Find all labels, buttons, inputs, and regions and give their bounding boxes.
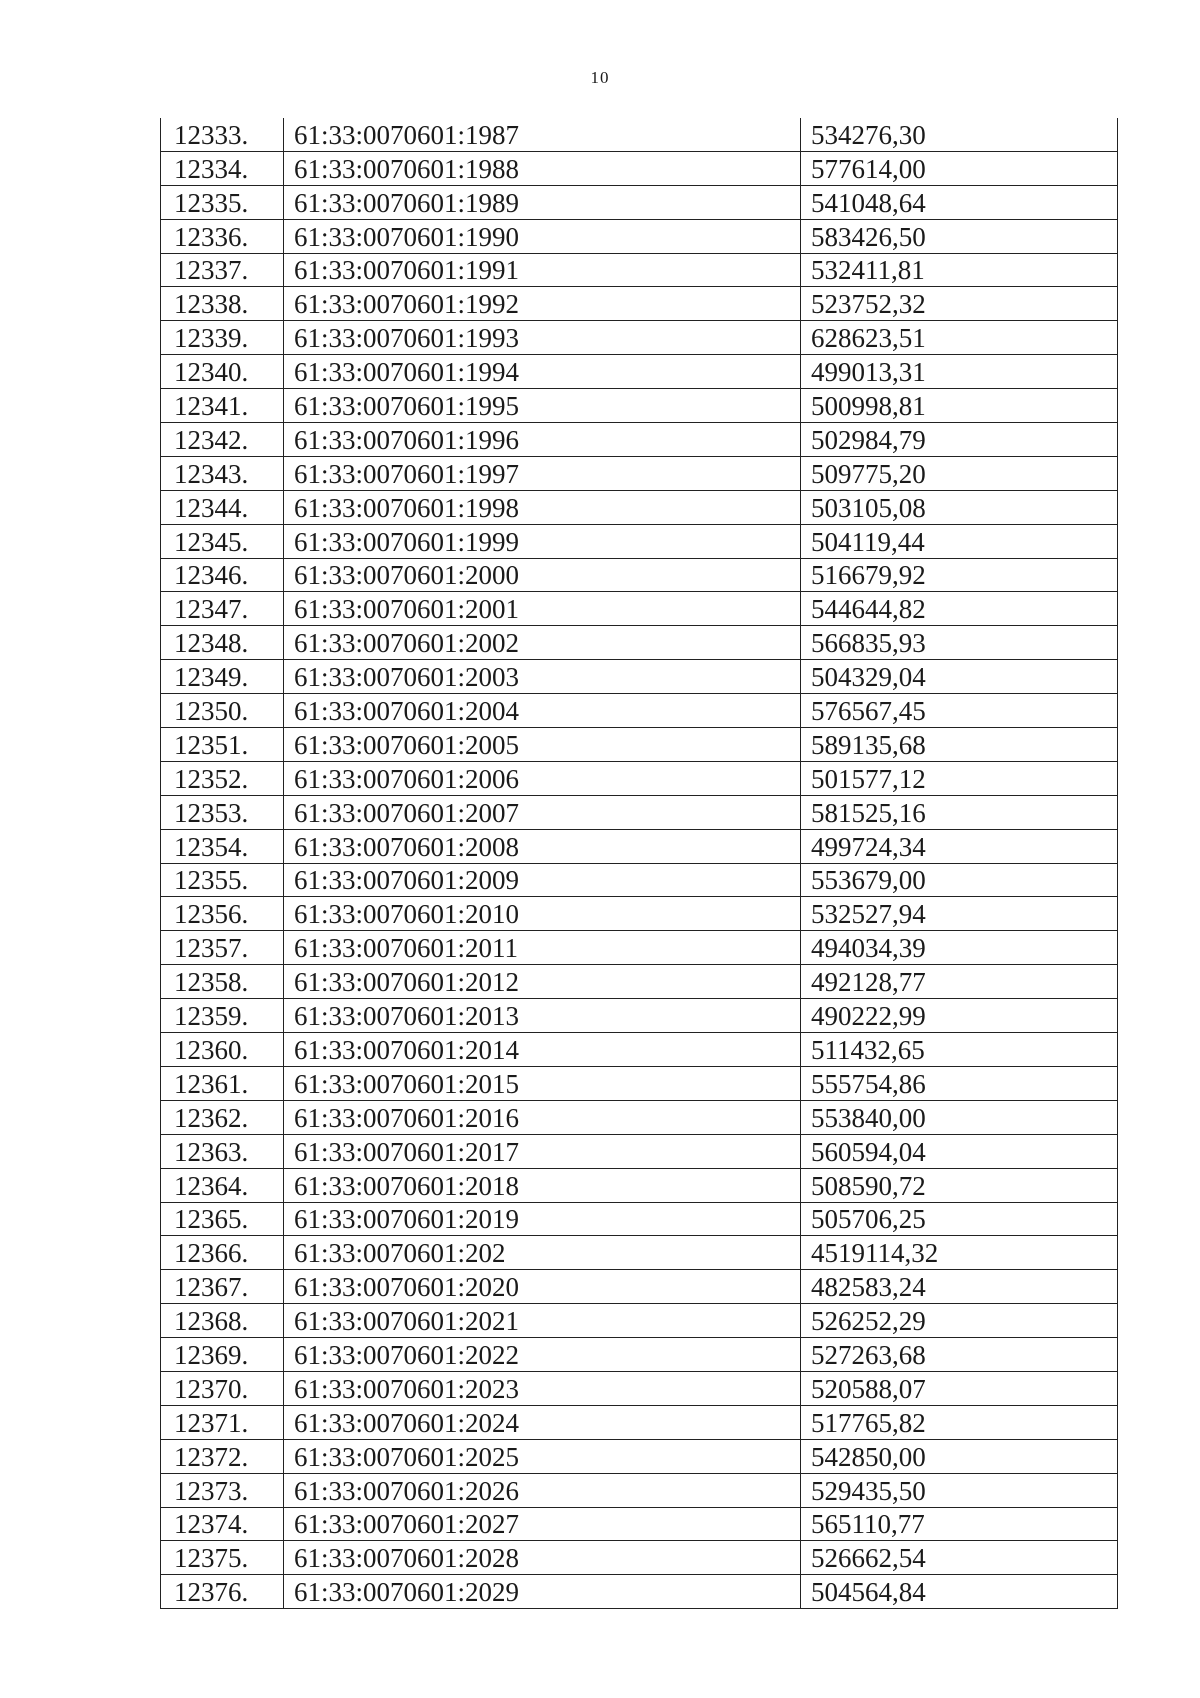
table-row xyxy=(161,456,1118,490)
cadastral-value-cell: 504564,84 xyxy=(801,1575,1118,1609)
table-row xyxy=(161,389,1118,423)
row-number-cell: 12343. xyxy=(161,456,284,490)
cadastral-number-cell: 61:33:0070601:2024 xyxy=(284,1405,801,1439)
cadastral-value-cell: 628623,51 xyxy=(801,321,1118,355)
cadastral-number-cell: 61:33:0070601:1993 xyxy=(284,321,801,355)
cadastral-number-cell: 61:33:0070601:1992 xyxy=(284,287,801,321)
table-row xyxy=(161,1202,1118,1236)
row-number-cell: 12360. xyxy=(161,1033,284,1067)
row-number-cell: 12356. xyxy=(161,897,284,931)
cadastral-number-cell: 61:33:0070601:2029 xyxy=(284,1575,801,1609)
cadastral-number-cell: 61:33:0070601:1995 xyxy=(284,389,801,423)
cadastral-value-cell: 555754,86 xyxy=(801,1066,1118,1100)
table-row xyxy=(161,694,1118,728)
cadastral-number-cell: 61:33:0070601:2021 xyxy=(284,1304,801,1338)
table-row xyxy=(161,660,1118,694)
row-number-cell: 12346. xyxy=(161,558,284,592)
cadastral-number-cell: 61:33:0070601:2015 xyxy=(284,1066,801,1100)
row-number-cell: 12344. xyxy=(161,490,284,524)
table-row xyxy=(161,1473,1118,1507)
cadastral-number-cell: 61:33:0070601:2019 xyxy=(284,1202,801,1236)
row-number-cell: 12341. xyxy=(161,389,284,423)
cadastral-value-cell: 527263,68 xyxy=(801,1338,1118,1372)
cadastral-value-cell: 494034,39 xyxy=(801,931,1118,965)
table-row xyxy=(161,253,1118,287)
row-number-cell: 12367. xyxy=(161,1270,284,1304)
table-row xyxy=(161,1168,1118,1202)
cadastral-value-cell: 501577,12 xyxy=(801,761,1118,795)
row-number-cell: 12354. xyxy=(161,829,284,863)
row-number-cell: 12355. xyxy=(161,863,284,897)
cadastral-number-cell: 61:33:0070601:2009 xyxy=(284,863,801,897)
cadastral-number-cell: 61:33:0070601:2002 xyxy=(284,626,801,660)
table-row xyxy=(161,1405,1118,1439)
row-number-cell: 12366. xyxy=(161,1236,284,1270)
cadastral-number-cell: 61:33:0070601:2028 xyxy=(284,1541,801,1575)
table-row xyxy=(161,1304,1118,1338)
cadastral-value-cell: 499724,34 xyxy=(801,829,1118,863)
row-number-cell: 12349. xyxy=(161,660,284,694)
cadastral-number-cell: 61:33:0070601:1987 xyxy=(284,118,801,151)
page-number: 10 xyxy=(590,68,610,87)
row-number-cell: 12347. xyxy=(161,592,284,626)
cadastral-number-cell: 61:33:0070601:202 xyxy=(284,1236,801,1270)
cadastral-number-cell: 61:33:0070601:1999 xyxy=(284,524,801,558)
cadastral-number-cell: 61:33:0070601:1996 xyxy=(284,423,801,457)
cadastral-value-cell: 553840,00 xyxy=(801,1100,1118,1134)
row-number-cell: 12361. xyxy=(161,1066,284,1100)
cadastral-number-cell: 61:33:0070601:2023 xyxy=(284,1371,801,1405)
table-row xyxy=(161,490,1118,524)
cadastral-number-cell: 61:33:0070601:2026 xyxy=(284,1473,801,1507)
table-row xyxy=(161,965,1118,999)
cadastral-number-cell: 61:33:0070601:2025 xyxy=(284,1439,801,1473)
cadastral-value-cell: 534276,30 xyxy=(801,118,1118,151)
row-number-cell: 12340. xyxy=(161,355,284,389)
cadastral-value-cell: 502984,79 xyxy=(801,423,1118,457)
table-row xyxy=(161,1575,1118,1609)
table-row xyxy=(161,118,1118,151)
cadastral-value-cell: 516679,92 xyxy=(801,558,1118,592)
table-row xyxy=(161,931,1118,965)
table-body xyxy=(161,118,1118,1609)
cadastral-value-cell: 508590,72 xyxy=(801,1168,1118,1202)
row-number-cell: 12362. xyxy=(161,1100,284,1134)
row-number-cell: 12376. xyxy=(161,1575,284,1609)
cadastral-number-cell: 61:33:0070601:2027 xyxy=(284,1507,801,1541)
cadastral-value-cell: 511432,65 xyxy=(801,1033,1118,1067)
row-number-cell: 12368. xyxy=(161,1304,284,1338)
cadastral-value-cell: 529435,50 xyxy=(801,1473,1118,1507)
cadastral-value-cell: 500998,81 xyxy=(801,389,1118,423)
row-number-cell: 12364. xyxy=(161,1168,284,1202)
cadastral-value-cell: 589135,68 xyxy=(801,728,1118,762)
row-number-cell: 12338. xyxy=(161,287,284,321)
cadastral-value-cell: 503105,08 xyxy=(801,490,1118,524)
cadastral-number-cell: 61:33:0070601:1990 xyxy=(284,219,801,253)
table-row xyxy=(161,1236,1118,1270)
cadastral-number-cell: 61:33:0070601:1988 xyxy=(284,151,801,185)
row-number-cell: 12353. xyxy=(161,795,284,829)
cadastral-value-cell: 566835,93 xyxy=(801,626,1118,660)
row-number-cell: 12369. xyxy=(161,1338,284,1372)
cadastral-number-cell: 61:33:0070601:2022 xyxy=(284,1338,801,1372)
row-number-cell: 12342. xyxy=(161,423,284,457)
cadastral-number-cell: 61:33:0070601:2007 xyxy=(284,795,801,829)
cadastral-value-cell: 482583,24 xyxy=(801,1270,1118,1304)
table-row xyxy=(161,321,1118,355)
cadastral-value-cell: 492128,77 xyxy=(801,965,1118,999)
cadastral-value-cell: 504119,44 xyxy=(801,524,1118,558)
cadastral-number-cell: 61:33:0070601:1989 xyxy=(284,185,801,219)
cadastral-value-cell: 504329,04 xyxy=(801,660,1118,694)
table-row xyxy=(161,897,1118,931)
table-row xyxy=(161,1371,1118,1405)
cadastral-number-cell: 61:33:0070601:2016 xyxy=(284,1100,801,1134)
row-number-cell: 12350. xyxy=(161,694,284,728)
cadastral-number-cell: 61:33:0070601:2014 xyxy=(284,1033,801,1067)
table-row xyxy=(161,185,1118,219)
row-number-cell: 12339. xyxy=(161,321,284,355)
table-row xyxy=(161,999,1118,1033)
cadastral-value-cell: 526662,54 xyxy=(801,1541,1118,1575)
cadastral-number-cell: 61:33:0070601:2011 xyxy=(284,931,801,965)
row-number-cell: 12374. xyxy=(161,1507,284,1541)
table-row xyxy=(161,558,1118,592)
row-number-cell: 12357. xyxy=(161,931,284,965)
table-row xyxy=(161,592,1118,626)
cadastral-value-cell: 532527,94 xyxy=(801,897,1118,931)
table-row xyxy=(161,219,1118,253)
cadastral-value-cell: 517765,82 xyxy=(801,1405,1118,1439)
cadastral-value-cell: 520588,07 xyxy=(801,1371,1118,1405)
table-row xyxy=(161,1541,1118,1575)
row-number-cell: 12335. xyxy=(161,185,284,219)
cadastral-number-cell: 61:33:0070601:1994 xyxy=(284,355,801,389)
cadastral-value-cell: 583426,50 xyxy=(801,219,1118,253)
cadastral-number-cell: 61:33:0070601:2012 xyxy=(284,965,801,999)
row-number-cell: 12358. xyxy=(161,965,284,999)
cadastral-number-cell: 61:33:0070601:2008 xyxy=(284,829,801,863)
cadastral-number-cell: 61:33:0070601:2018 xyxy=(284,1168,801,1202)
cadastral-value-cell: 576567,45 xyxy=(801,694,1118,728)
cadastral-value-cell: 505706,25 xyxy=(801,1202,1118,1236)
row-number-cell: 12371. xyxy=(161,1405,284,1439)
row-number-cell: 12345. xyxy=(161,524,284,558)
table-row xyxy=(161,355,1118,389)
cadastral-value-cell: 560594,04 xyxy=(801,1134,1118,1168)
table-row xyxy=(161,829,1118,863)
table-row xyxy=(161,1439,1118,1473)
cadastral-value-cell: 581525,16 xyxy=(801,795,1118,829)
cadastral-number-cell: 61:33:0070601:2000 xyxy=(284,558,801,592)
cadastral-value-cell: 577614,00 xyxy=(801,151,1118,185)
row-number-cell: 12333. xyxy=(161,118,284,151)
cadastral-value-cell: 565110,77 xyxy=(801,1507,1118,1541)
cadastral-value-cell: 542850,00 xyxy=(801,1439,1118,1473)
table-row xyxy=(161,1270,1118,1304)
table-row xyxy=(161,151,1118,185)
table-row xyxy=(161,761,1118,795)
cadastral-value-cell: 490222,99 xyxy=(801,999,1118,1033)
table-row xyxy=(161,795,1118,829)
row-number-cell: 12351. xyxy=(161,728,284,762)
row-number-cell: 12372. xyxy=(161,1439,284,1473)
cadastral-value-cell: 509775,20 xyxy=(801,456,1118,490)
table-row xyxy=(161,423,1118,457)
cadastral-value-table xyxy=(160,118,1118,1609)
cadastral-value-cell: 526252,29 xyxy=(801,1304,1118,1338)
row-number-cell: 12336. xyxy=(161,219,284,253)
cadastral-number-cell: 61:33:0070601:2020 xyxy=(284,1270,801,1304)
cadastral-value-cell: 532411,81 xyxy=(801,253,1118,287)
cadastral-value-cell: 499013,31 xyxy=(801,355,1118,389)
cadastral-value-cell: 4519114,32 xyxy=(801,1236,1118,1270)
cadastral-value-cell: 553679,00 xyxy=(801,863,1118,897)
table-row xyxy=(161,1066,1118,1100)
cadastral-number-cell: 61:33:0070601:1991 xyxy=(284,253,801,287)
row-number-cell: 12373. xyxy=(161,1473,284,1507)
table-row xyxy=(161,1507,1118,1541)
cadastral-number-cell: 61:33:0070601:2006 xyxy=(284,761,801,795)
row-number-cell: 12348. xyxy=(161,626,284,660)
cadastral-number-cell: 61:33:0070601:2003 xyxy=(284,660,801,694)
table-row xyxy=(161,524,1118,558)
cadastral-number-cell: 61:33:0070601:2005 xyxy=(284,728,801,762)
table-row xyxy=(161,1033,1118,1067)
table-row xyxy=(161,1338,1118,1372)
cadastral-number-cell: 61:33:0070601:2010 xyxy=(284,897,801,931)
cadastral-number-cell: 61:33:0070601:2013 xyxy=(284,999,801,1033)
table-row xyxy=(161,863,1118,897)
table-row xyxy=(161,1134,1118,1168)
cadastral-number-cell: 61:33:0070601:1998 xyxy=(284,490,801,524)
row-number-cell: 12334. xyxy=(161,151,284,185)
table-row xyxy=(161,287,1118,321)
row-number-cell: 12359. xyxy=(161,999,284,1033)
row-number-cell: 12370. xyxy=(161,1371,284,1405)
cadastral-value-cell: 523752,32 xyxy=(801,287,1118,321)
table-row xyxy=(161,728,1118,762)
cadastral-number-cell: 61:33:0070601:2001 xyxy=(284,592,801,626)
cadastral-number-cell: 61:33:0070601:2004 xyxy=(284,694,801,728)
cadastral-number-cell: 61:33:0070601:2017 xyxy=(284,1134,801,1168)
cadastral-value-cell: 541048,64 xyxy=(801,185,1118,219)
table-row xyxy=(161,626,1118,660)
row-number-cell: 12352. xyxy=(161,761,284,795)
row-number-cell: 12363. xyxy=(161,1134,284,1168)
cadastral-number-cell: 61:33:0070601:1997 xyxy=(284,456,801,490)
row-number-cell: 12375. xyxy=(161,1541,284,1575)
cadastral-value-cell: 544644,82 xyxy=(801,592,1118,626)
row-number-cell: 12337. xyxy=(161,253,284,287)
table-row xyxy=(161,1100,1118,1134)
row-number-cell: 12365. xyxy=(161,1202,284,1236)
